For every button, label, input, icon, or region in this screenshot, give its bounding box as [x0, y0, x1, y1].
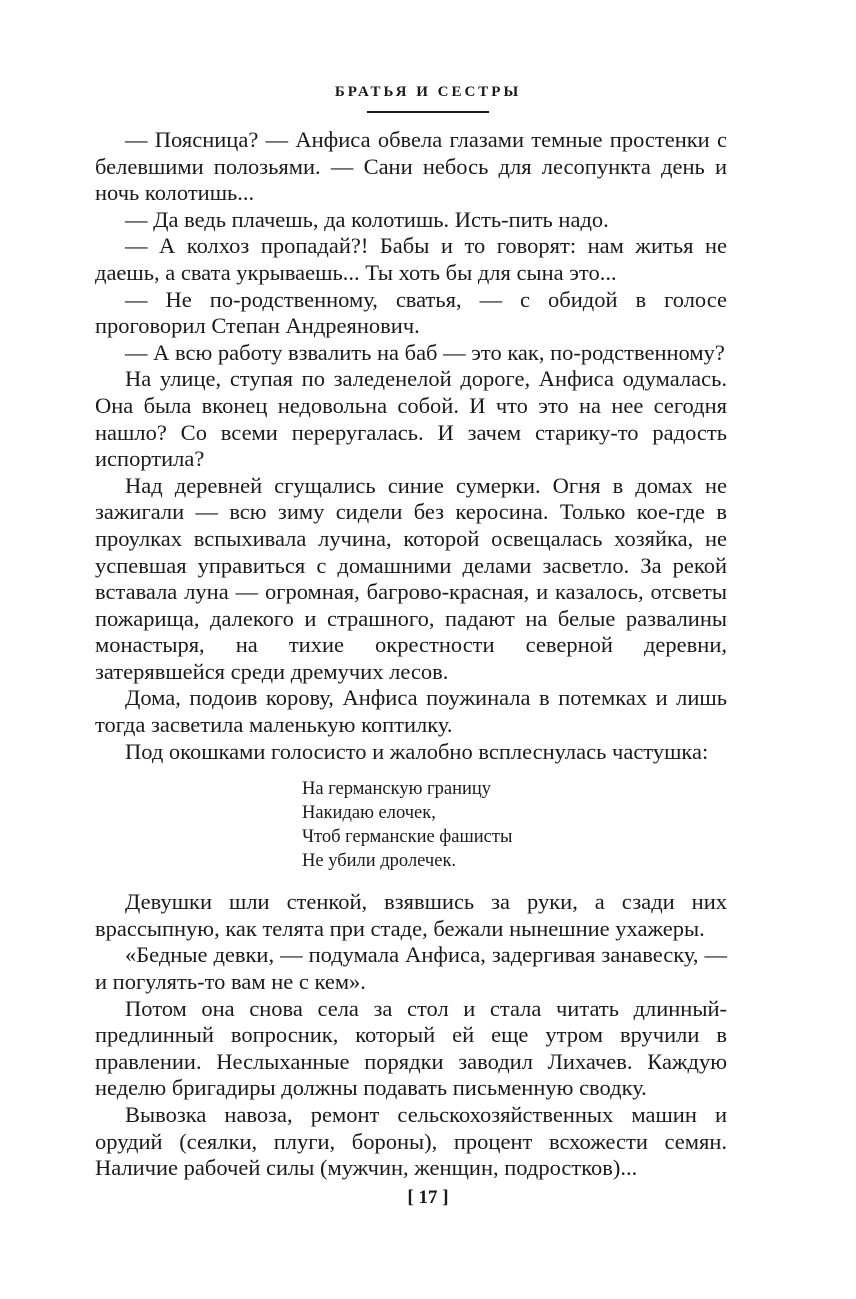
- paragraph: — Не по-родственному, сватья, — с обидой в голосе проговорил Степан Андреянович.: [95, 286, 727, 339]
- paragraph: «Бедные девки, — подумала Анфиса, задергивая занавеску, — и погулять-то вам не с кем».: [95, 942, 727, 995]
- paragraph: Потом она снова села за стол и стала читать длинный-предлинный вопросник, который ей еще утром вручили в правлении. Неслыханные порядки заводил Лихачев. Каждую неделю бригадиры должны подавать письменную сводку.: [95, 995, 727, 1101]
- verse-line: Чтоб германские фашисты: [302, 827, 513, 848]
- paragraph: Девушки шли стенкой, взявшись за руки, а сзади них врассыпную, как телята при стаде, бежали нынешние ухажеры.: [95, 889, 727, 941]
- paragraph: — Да ведь плачешь, да колотишь. Исть-пить надо.: [125, 206, 609, 232]
- paragraph: — А всю работу взвалить на баб — это как, по-родственному?: [125, 339, 725, 365]
- body-text: [95, 127, 727, 1182]
- header-rule: [367, 111, 489, 113]
- paragraph: Под окошками голосисто и жалобно всплеснулась частушка:: [125, 738, 709, 764]
- paragraph: Над деревней сгущались синие сумерки. Огня в домах не зажигали — всю зиму сидели без керосина. Только кое-где в проулках вспыхивала лучина, которой освещалась хозяйка, не успевшая управиться с домашними делами засветло. За рекой вставала луна — огромная, багрово-красная, и казалось, отсветы пожарища, далекого и страшного, падают на белые развалины монастыря, на тихие окрестности северной деревни, затерявшейся среди дремучих лесов.: [95, 472, 727, 684]
- paragraph: — Поясница? — Анфиса обвела глазами темные простенки с белевшими полозьями. — Сани небось для лесопункта день и ночь колотишь...: [95, 127, 727, 206]
- page-number: [ 17 ]: [407, 1187, 449, 1208]
- verse-line: На германскую границу: [302, 779, 492, 800]
- paragraph: Вывозка навоза, ремонт сельскохозяйственных машин и орудий (сеялки, плуги, бороны), процент всхожести семян. Наличие рабочей силы (мужчин, женщин, подростков)...: [95, 1102, 727, 1181]
- paragraph: На улице, ступая по заледенелой дороге, Анфиса одумалась. Она была вконец недовольна собой. И что это на нее сегодня нашло? Со всеми переругалась. И зачем старику-то радость испортила?: [95, 366, 727, 472]
- paragraph: — А колхоз пропадай?! Бабы и то говорят: нам житья не даешь, а свата укрываешь... Ты хоть бы для сына это...: [95, 233, 727, 285]
- verse-line: Накидаю елочек,: [302, 803, 436, 824]
- paragraph: Дома, подоив корову, Анфиса поужинала в потемках и лишь тогда засветила маленькую коптилку.: [95, 685, 727, 738]
- verse-chastushka: [95, 777, 727, 873]
- verse-line: Не убили дролечек.: [302, 851, 457, 872]
- running-title: БРАТЬЯ И СЕСТРЫ: [334, 84, 522, 100]
